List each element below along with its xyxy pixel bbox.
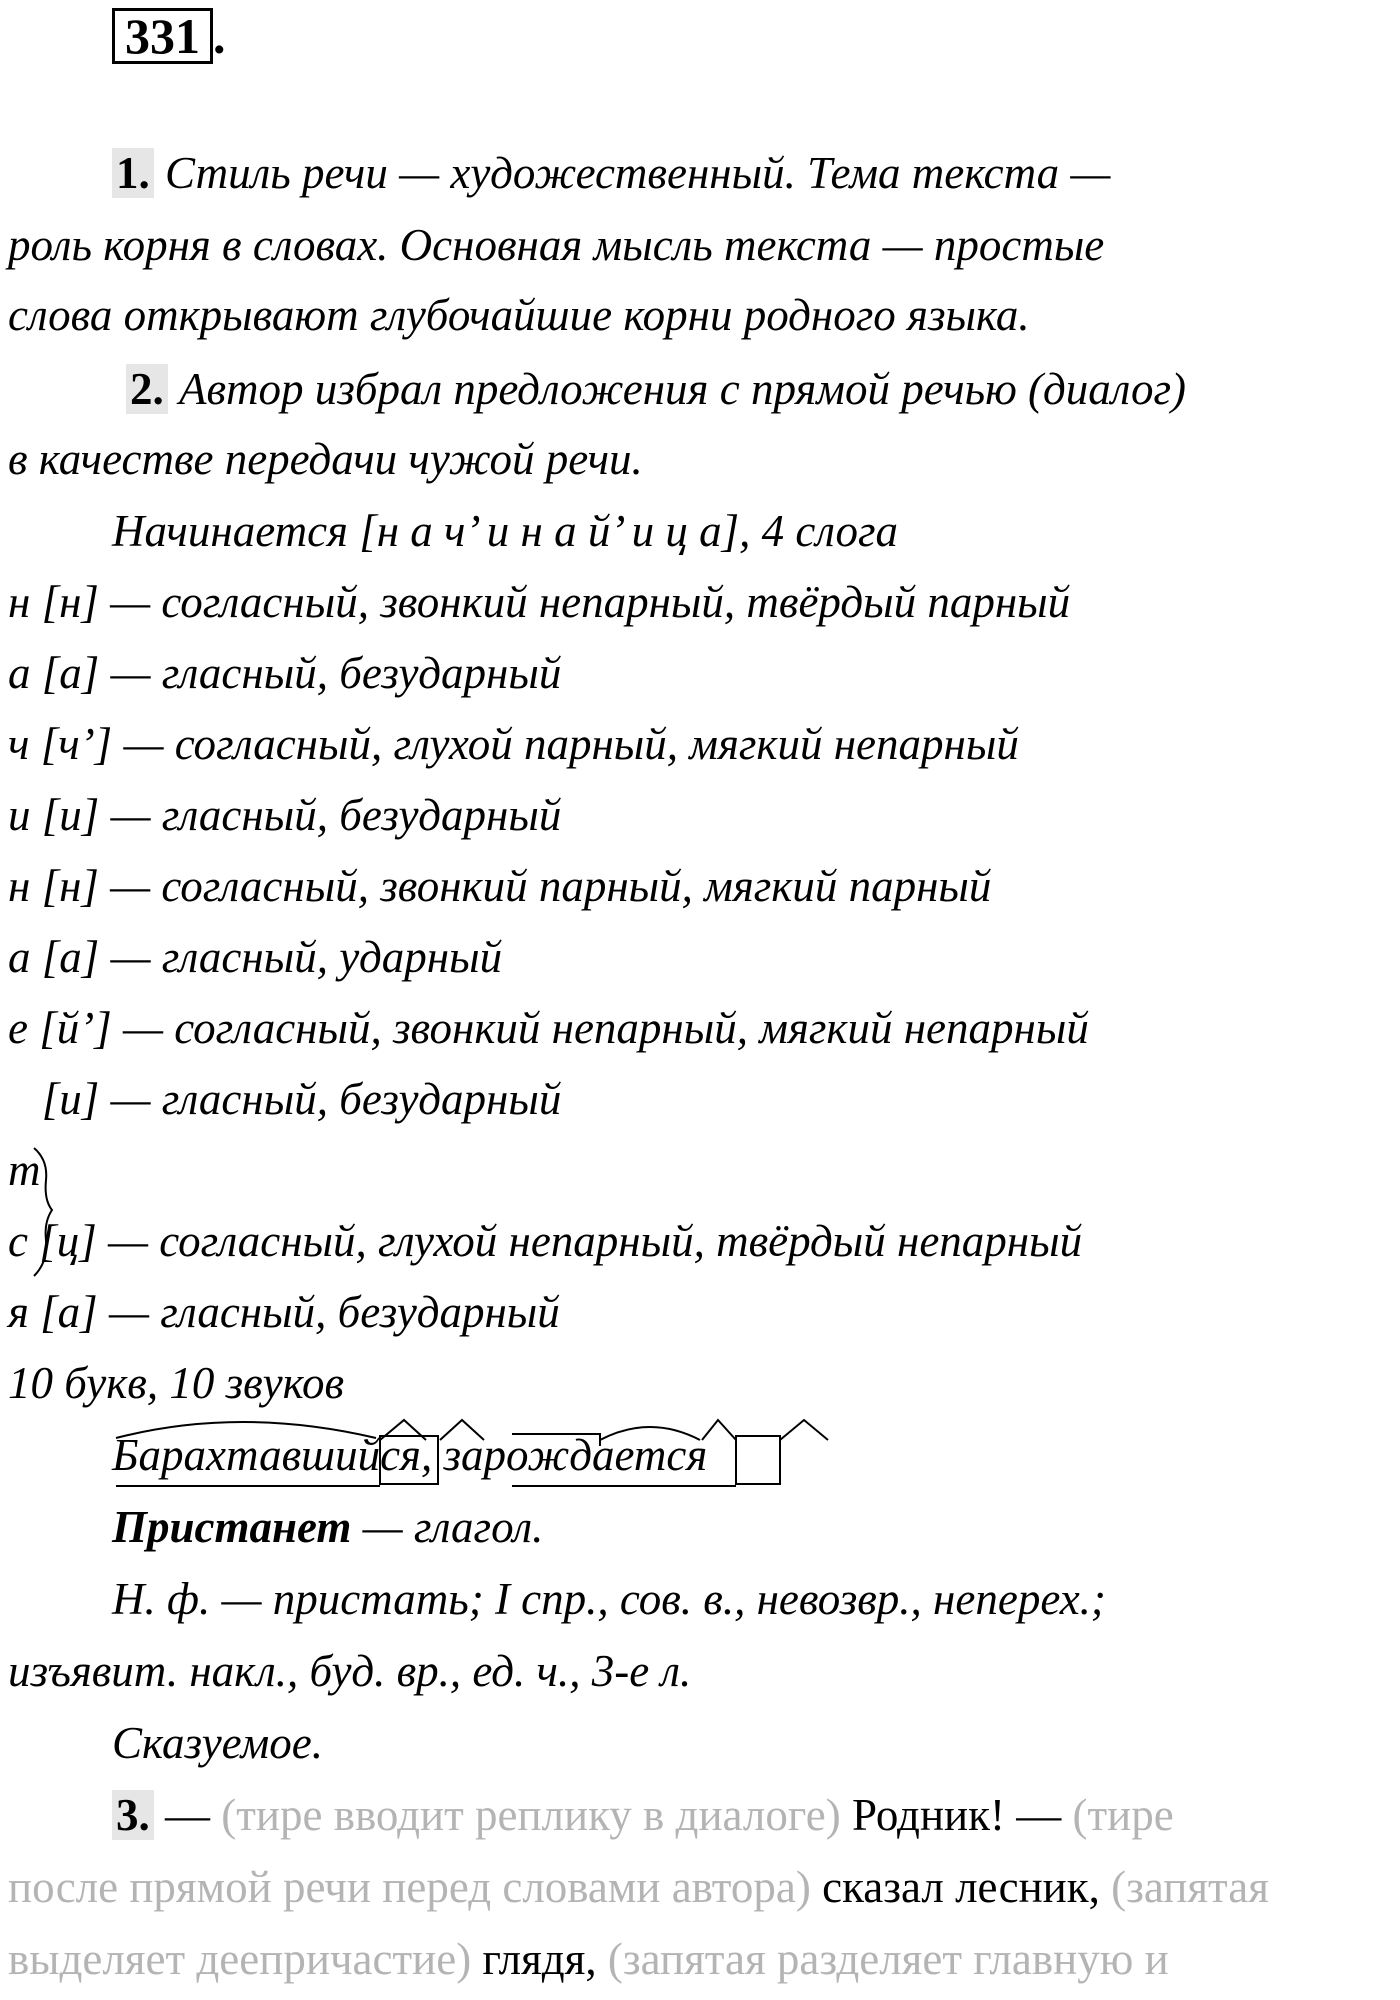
verb-word: Пристанет (112, 1502, 352, 1552)
morphemic-words: Барахтавшийся, зарождается (112, 1430, 708, 1480)
section2-line2: в качестве передачи чужой речи. (8, 434, 643, 484)
section3-line1 (112, 1788, 1174, 1842)
sound-line: я [а] — гласный, безударный (8, 1287, 560, 1337)
verb-rest: — глагол. (351, 1502, 544, 1552)
morph-analysis-line2: изъявит. накл., буд. вр., ед. ч., 3-е л. (8, 1646, 692, 1696)
punctuation-note: выделяет деепричастие) (8, 1934, 472, 1984)
sound-line: с [ц] — согласный, глухой непарный, твёрдый непарный (8, 1216, 1083, 1266)
sound-line: а [а] — гласный, безударный (8, 648, 562, 698)
section2-number: 2. (126, 364, 168, 414)
phonetic-title: Начинается [н а ч’ и н а й’ и ц а], 4 слога (112, 506, 899, 556)
ending-box (736, 1436, 780, 1484)
section3-number: 3. (112, 1790, 154, 1840)
section1-line1 (112, 146, 1110, 200)
quoted-text: Родник! — (840, 1790, 1073, 1840)
sounds-summary: 10 букв, 10 звуков (8, 1358, 345, 1408)
exercise-number-box: 331 (112, 8, 213, 64)
morph-analysis-line1: Н. ф. — пристать; I спр., сов. в., невозвр., неперех.; (112, 1574, 1106, 1624)
punctuation-note: (тире (1072, 1790, 1174, 1840)
sound-line: ч [ч’] — согласный, глухой парный, мягкий непарный (8, 719, 1019, 769)
sound-line: н [н] — согласный, звонкий парный, мягкий парный (8, 861, 992, 911)
postfix-caret (780, 1420, 828, 1440)
sound-line: а [а] — гласный, ударный (8, 932, 503, 982)
punctuation-note: (запятая разделяет главную и (607, 1934, 1169, 1984)
section1-text1: Стиль речи — художественный. Тема текста — (153, 148, 1111, 198)
exercise-number-dot: . (213, 8, 226, 64)
sound-line: [и] — гласный, безударный (8, 1074, 562, 1124)
exercise-number (112, 8, 226, 64)
syntactic-role: Сказуемое. (112, 1718, 323, 1768)
sound-line: н [н] — согласный, звонкий непарный, твёрдый парный (8, 577, 1071, 627)
section1-line2: роль корня в словах. Основная мысль текста — простые (8, 220, 1105, 270)
punctuation-note: (запятая (1111, 1862, 1269, 1912)
sound-line: т (8, 1145, 41, 1195)
section3-dash: — (153, 1790, 222, 1840)
section3-line3 (8, 1932, 1169, 1986)
section2-text1: Автор избрал предложения с прямой речью (диалог) (167, 364, 1187, 414)
sound-line: е [й’] — согласный, звонкий непарный, мягкий непарный (8, 1003, 1089, 1053)
quoted-text: сказал лесник, (810, 1862, 1112, 1912)
quoted-text: глядя, (471, 1934, 608, 1984)
punctuation-note: после прямой речи перед словами автора) (8, 1862, 811, 1912)
punctuation-note: (тире вводит реплику в диалоге) (221, 1790, 841, 1840)
section1-number: 1. (112, 148, 154, 198)
sound-line: и [и] — гласный, безударный (8, 790, 562, 840)
section1-line3: слова открывают глубочайшие корни родного языка. (8, 290, 1030, 340)
verb-line (112, 1500, 543, 1554)
section2-line1 (126, 362, 1186, 416)
section3-line2 (8, 1860, 1269, 1914)
